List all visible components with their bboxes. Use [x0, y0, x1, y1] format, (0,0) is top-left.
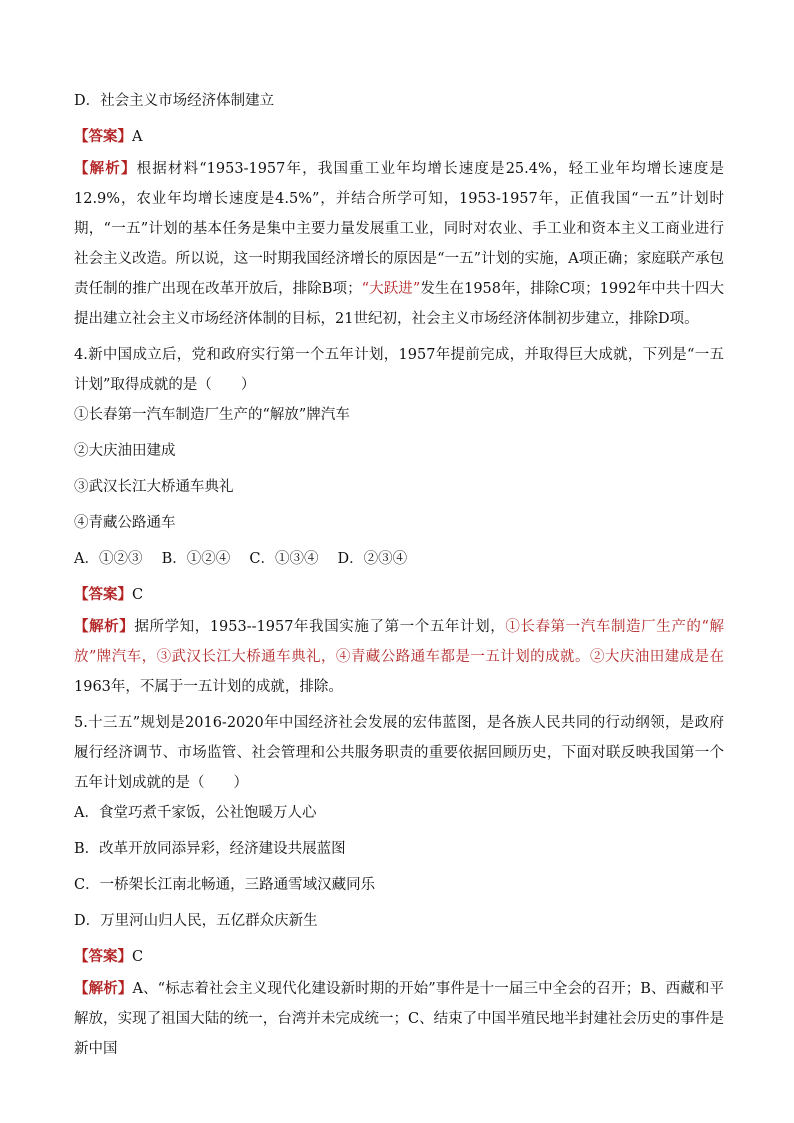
- analysis-label: 【解析】: [74, 160, 137, 177]
- q3-answer: [74, 128, 724, 146]
- analysis-label: 【解析】: [74, 980, 133, 997]
- q5-option: B．改革开放同添异彩，经济建设共展蓝图: [74, 841, 346, 857]
- document-page: [74, 92, 724, 1064]
- q4-item: ②大庆油田建成: [74, 443, 176, 459]
- q5-answer: [74, 948, 724, 966]
- analysis-text: A、“标志着社会主义现代化建设新时期的开始”事件是十一届三中全会的召开；B、西藏和平解放，实现了祖国大陆的统一，台湾并未完成统一；C、结束了中国半殖民地半封建社会历史的事件是新中国: [74, 981, 725, 1057]
- answer-value: C: [132, 949, 144, 965]
- q4-item: ③武汉长江大桥通车典礼: [74, 479, 234, 495]
- answer-value: C: [132, 587, 144, 603]
- analysis-text: 1963年，不属于一五计划的成就，排除。: [74, 679, 343, 695]
- q5-option: A．食堂巧煮千家饭，公社饱暖万人心: [74, 805, 317, 821]
- answer-label: 【答案】: [74, 948, 132, 965]
- q4-analysis: [74, 612, 724, 702]
- analysis-label: 【解析】: [74, 618, 135, 635]
- answer-label: 【答案】: [74, 128, 132, 145]
- q5-option: C．一桥架长江南北畅通，三路通雪域汉藏同乐: [74, 877, 376, 893]
- analysis-text: 根据材料“1953-1957年，我国重工业年均增长速度是25.4%，轻工业年均增长速度是12.9%，农业年均增长速度是4.5%”，并结合所学可知，1953-1957年，正值我国“一五”计划时期，“一五”计划的基本任务是集中主要力量发展重工业，同时对农业、手工业和资本主义工商业进行社会主义改造。所以说，这一时期我国经济增长的原因是“一五”计划的实施，A项正确；家庭联产承包责任制的推广出现在改革开放后，排除B项；: [74, 161, 724, 297]
- q5-stem: 5.十三五”规划是2016-2020年中国经济社会发展的宏伟蓝图，是各族人民共同的行动纲领，是政府履行经济调节、市场监管、社会管理和公共服务职责的重要依据回顾历史，下面对联反映我国第一个五年计划成就的是（ ）: [74, 715, 724, 791]
- analysis-text: 据所学知，1953--1957年我国实施了第一个五年计划，: [134, 619, 506, 635]
- answer-label: 【答案】: [74, 586, 132, 603]
- q4-options: A．①②③ B．①②④ C．①③④ D．②③④: [74, 551, 408, 567]
- analysis-text: 发生在1958年，排除C项；1992年中共十四大提出建立社会主义市场经济体制的目标，21世纪初，社会主义市场经济体制初步建立，排除D项。: [74, 281, 724, 327]
- q4-answer: [74, 586, 724, 604]
- answer-value: A: [132, 129, 143, 145]
- q5-option: D．万里河山归人民，五亿群众庆新生: [74, 913, 318, 929]
- q4-item: ①长春第一汽车制造厂生产的“解放”牌汽车: [74, 407, 350, 423]
- analysis-highlight: ①长春第一汽车制造厂生产的“解放”牌汽车，③武汉长江大桥通车典礼，④青藏公路通车都是一五计划的成就。②大庆油田建成是在: [74, 619, 725, 665]
- q5-analysis: [74, 974, 724, 1064]
- q3-analysis: [74, 154, 724, 334]
- q3-option-d: D．社会主义市场经济体制建立: [74, 93, 275, 109]
- q4-item: ④青藏公路通车: [74, 515, 176, 531]
- analysis-highlight: “大跃进”: [361, 281, 421, 297]
- q4-stem: 4.新中国成立后，党和政府实行第一个五年计划，1957年提前完成，并取得巨大成就，下列是“一五计划”取得成就的是（ ）: [74, 347, 724, 393]
